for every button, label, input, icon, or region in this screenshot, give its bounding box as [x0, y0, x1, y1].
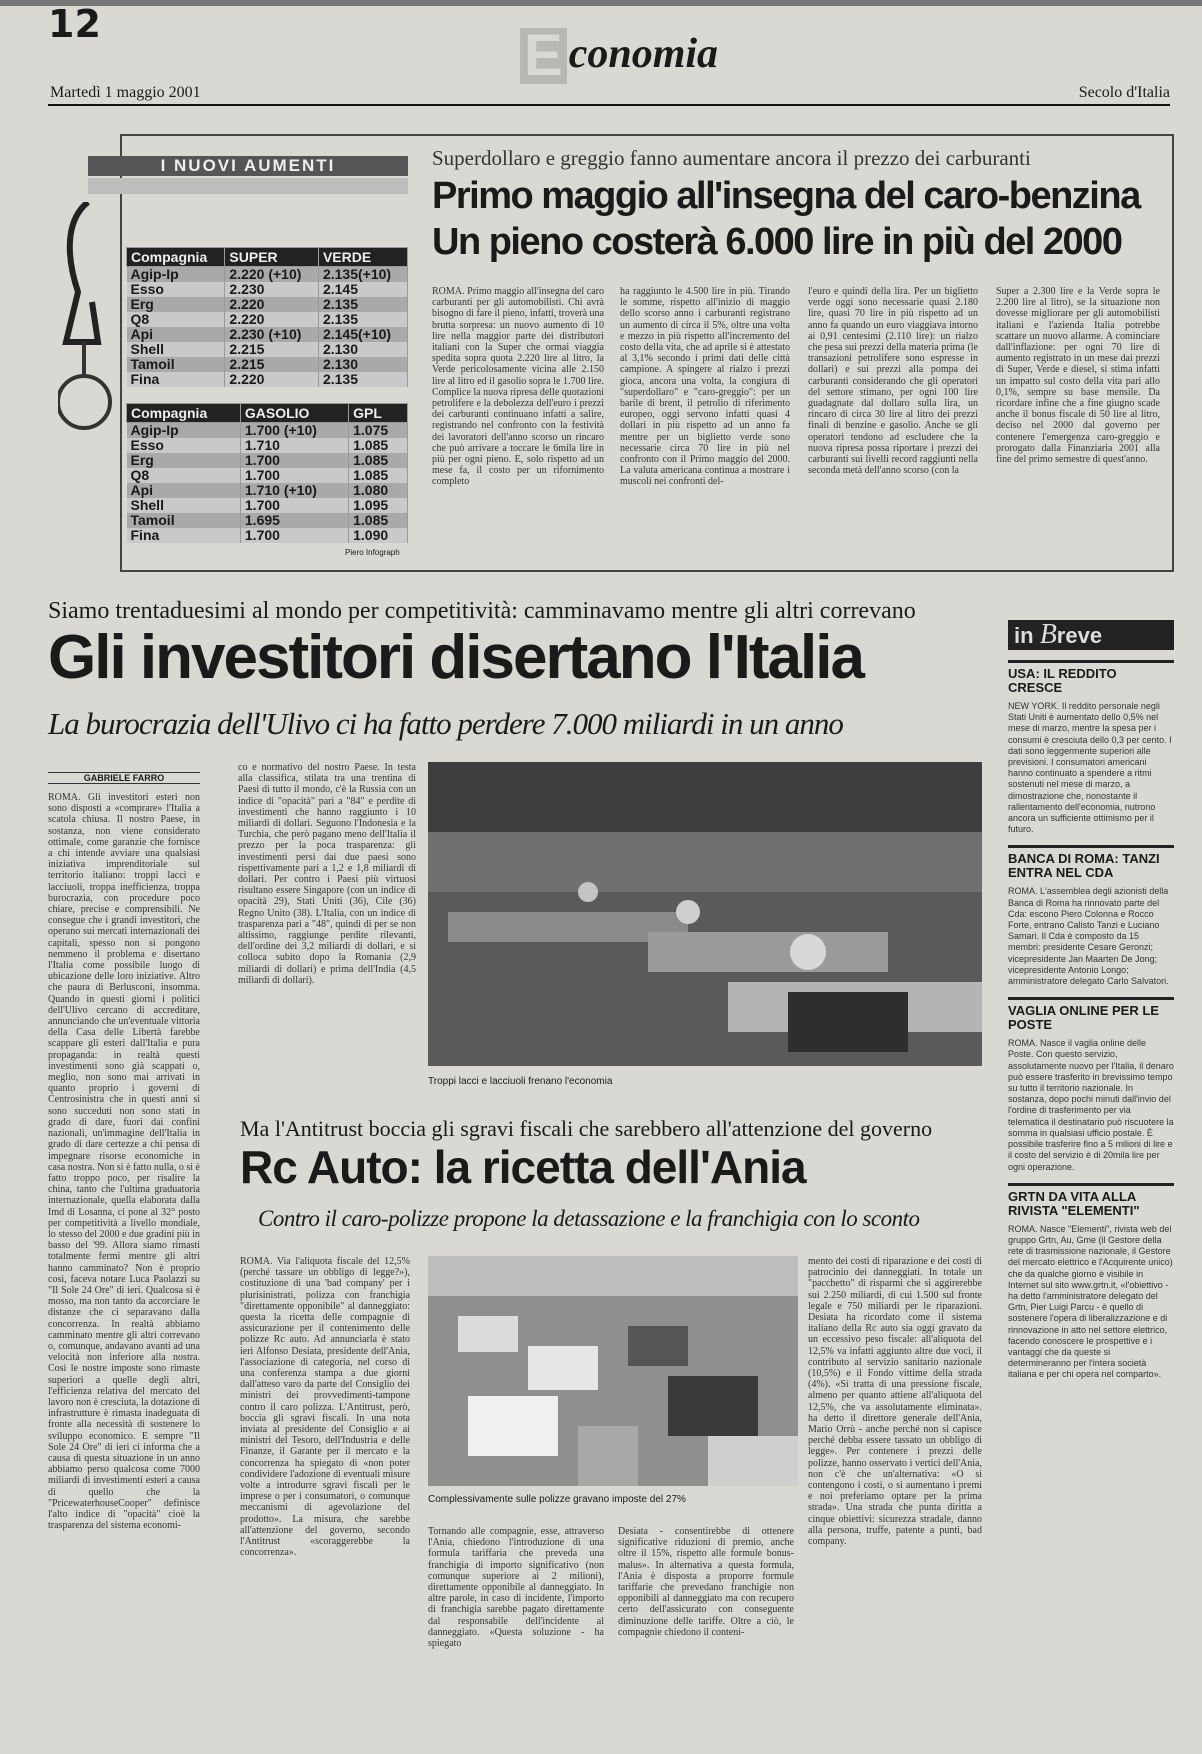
- brief-text: ROMA. L'assemblea degli azionisti della Banca di Roma ha rinnovato parte del Cda: escono Piero Colonna e Rocco Forte, entrano Calisto Tanzi e Luciano Samari. Il Cda è composto da 15 membri: presidente Cesare Geronzi; vicepresidente Jan Maarten De Jong; vicepresidente Antonio Longo; amministratore delegato Carlo Salvatori.: [1008, 886, 1169, 987]
- factory-photo-caption: Troppi lacci e lacciuoli frenano l'economia: [428, 1076, 613, 1087]
- rcauto-column-4: mento dei costi di riparazione e dei costi di patrocinio dei danneggiati. In totale un "pacchetto" di risparmi che si aggirerebbe sui 2.250 miliardi, di cui 1.500 sul fronte legale e 750 miliardi per le riparazioni. Desiata ha ricordato come il sistema italiano della Rc auto sia oggi gravato da un eccessivo peso fiscale: all'aliquota del 12,5% va infatti aggiunto altre due voci, il contributo al servizio sanitario nazionale (10,5%) e il Fondo vittime della strada (4%). «Si tratta di una pressione fiscale, almeno per quanto attiene all'aliquota del 12,5%, che va assolutamente eliminata». ha detto il direttore generale dell'Ania, Mario Orrù - anche perché non si capisce perché debba essere tassato un obbligo di legge». Per contenere i prezzi delle polizze, hanno osservato i vertici dell'Ania, non c'è che un'alternativa: «O si contengono i costi, o si aumentano i premi e noi preferiamo optare per la prima strada». Una strada che punta diritta a cinque obiettivi: sicurezza stradale, danno alla persona, truffe, patente a punti, bad company.: [808, 1256, 982, 1548]
- table-header-row: [127, 404, 408, 423]
- section-initial: E: [520, 28, 567, 84]
- traffic-photo-caption: Complessivamente sulle polizze gravano imposte del 27%: [428, 1494, 686, 1505]
- table-header-cell: VERDE: [318, 248, 407, 267]
- brief-text: ROMA. Nasce "Elementi", rivista web del gruppo Grtn, Au, Gme (il Gestore della rete di trasmissione nazionale, il Gestore del mercato elettrico e l'Acquirente unico) che da qualche giorno è visibile in Internet sul sito www.grtn.it, «l'obiettivo - ha detto l'amministratore delegato del Grtn, Pier Luigi Parcu - è quello di sostenere l'opera di liberalizzazione e di rinnovazione in atto nel settore elettrico, facendo conoscere le prospettive e i vantaggi che da queste si determineranno per l'intera società italiana e per chi opera nel comparto».: [1008, 1223, 1173, 1380]
- invest-headline: Gli investitori disertano l'Italia: [48, 623, 863, 692]
- table-cell: 1.085: [349, 468, 408, 483]
- fuel-column-4: Super a 2.300 lire e la Verde sopra le 2.200 lire al litro), se la situazione non dovesse migliorare per gli automobilisti italiani e l'azienda Italia potrebbe scattare un nuovo allarme. A cominciare dall'inflazione: per ogni 70 lire di aumento registrato in un mese dai prezzi di Super, Verde e diesel, si stima infatti un impatto sul costo della vita pari allo 0,1%, sempre su base mensile. Da ricordare infine che a fine giugno scade anche il bonus fiscale di 50 lire al litro, deciso nel 2000 dal governo per contenere l'emergenza caro-greggio e prorogato dalla Finanziaria 2001 alla fine del primo semestre di quest'anno.: [996, 286, 1160, 466]
- table-cell: 1.700: [240, 498, 348, 513]
- table-cell: Tamoil: [127, 513, 241, 528]
- brief-text: NEW YORK. Il reddito personale negli Stati Uniti è aumentato dello 0,5% nel mese di marzo, mentre la spesa per i consumi è cresciuta dello 0,3 per cento. I dati sono leggermente superiori alle previsioni. I consumatori americani hanno continuato a spendere a ritmi sostenuti nel mese di marzo, a dimostrazione che, nonostante il rallentamento dell'economia, nutrono ancora un sufficiente ottimismo per il futuro.: [1008, 701, 1172, 835]
- fuel-headline: [432, 173, 1140, 265]
- graphic-credit: Piero Infograph: [345, 548, 400, 557]
- table-cell: Tamoil: [127, 357, 225, 372]
- table-cell: 1.085: [349, 453, 408, 468]
- table-row: [127, 483, 408, 498]
- invest-subhead: La burocrazia dell'Ulivo ci ha fatto perdere 7.000 miliardi in un anno: [48, 706, 843, 741]
- fuel-column-3: l'euro e quindi della lira. Per un biglietto verde oggi sono necessarie quasi 2.180 lire, quasi 70 lire in più rispetto ad un anno fa quando un euro viaggiava intorno ai 0,91 centesimi (2.110 lire): un rialzo che pesa sui prezzi della materia prima (le transazioni petrolifere sono espresse in dollari) e sui prezzi alla pompa dei carburanti considerando che gli operatori del settore stimano, per ogni 100 lire guadagnate dal dollaro sulla lira, un rincaro di circa 30 lire al litro dei prezzi finali di benzine e gasolio. Anche se gli operatori tendono ad escludere che la nuova ripresa possa riportare i prezzi dei carburanti sui livelli record raggiunti nella seconda metà dell'anno scorso (con la: [808, 286, 978, 477]
- table-header-cell: GPL: [349, 404, 408, 423]
- dateline: Martedì 1 maggio 2001: [50, 84, 201, 101]
- table-cell: 2.220: [225, 297, 319, 312]
- table-row: [127, 267, 408, 283]
- in-breve-title-in: in: [1014, 623, 1034, 648]
- table-header-cell: Compagnia: [127, 248, 225, 267]
- table-cell: 2.135: [318, 372, 407, 387]
- section-title: [520, 23, 719, 88]
- price-table-petrol: [126, 247, 408, 387]
- table-cell: Q8: [127, 468, 241, 483]
- factory-photo-image: [428, 762, 982, 1066]
- table-row: [127, 528, 408, 543]
- table-row: [127, 372, 408, 387]
- table-cell: 2.145: [318, 282, 407, 297]
- table-cell: 2.130: [318, 357, 407, 372]
- section-rest: conomia: [568, 31, 719, 77]
- table-cell: 2.145(+10): [318, 327, 407, 342]
- table-row: [127, 357, 408, 372]
- table-cell: Api: [127, 327, 225, 342]
- in-breve-sidebar: [1008, 620, 1174, 1381]
- table-cell: Api: [127, 483, 241, 498]
- table-header-cell: Compagnia: [127, 404, 241, 423]
- invest-column-1: ROMA. Gli investitori esteri non sono disposti a «comprare» l'Italia a scatola chiusa. Il nostro Paese, in sostanza, non viene considerato ottimale, come garanzie che fornisce a chi intende avviare una qualsiasi iniziativa imprenditoriale sul territorio italiano: troppi lacci e lacciuoli, troppa inefficienza, troppa burocrazia, con procedure poco chiare, precise e comprensibili. Ne consegue che i grandi investitori, che operano sui mercati internazionali dei capitali, spesso non si pongono nemmeno il problema e disertano l'Italia come possibile luogo di ubicazione delle loro iniziative. Altro che paura di Berlusconi, insomma. Quando in questi giorni i politici dell'Ulivo cercano di accreditare, annunciando che un'eventuale vittoria della Casa delle Libertà farebbe scappare gli esteri dall'Italia e pura propaganda: in realtà questi investimenti sono già scappati o, meglio, non sono mai arrivati in quanto proprio i governi di Centrosinistra che in questi anni si sono succeduti non sono stati in grado di dare, fuori dai confini nazionali, un'immagine dell'Italia in grado di dare certezze a chi pensa di impegnare risorse economiche in casa nostra. Non si è fatto nulla, o si è fatto troppo poco, per risalire la china, tanto che l'ultima graduatoria internazionale, quella elaborata dalla Imd di Losanna, ci pone al 32° posto per competitività a livello mondiale, lo stesso del 2000 e due gradini più in basso del '99. Allora siamo rimasti totalmente fermi mentre gli altri hanno camminato? Non è proprio così, faceva notare Luca Paolazzi su "Il Sole 24 Ore" di ieri. Qualcosa si è mosso, ma non tanto da accorciare le distanze che ci separavano dalla concorrenza. In realtà abbiamo camminato mentre gli altri correvano o, comunque, andavano avanti ad una velocità non inferiore alla nostra. Così le nostre imposte sono rimaste superiori a quelle degli altri, l'efficienza relativa del mercato del lavoro non è cresciuta, la dotazione di infrastrutture è rimasta inadeguata di fronte alla necessità di sostenere lo sviluppo economico. E sempre "Il Sole 24 Ore" di ieri ci informa che a causa di questa situazione in un anno abbiamo perso qualcosa come 7000 miliardi di investimenti esteri a causa di quello che la "PricewaterhouseCooper" definisce l'alto indice di "opacità" cioè la trasparenza del sistema economi-: [48, 792, 200, 1532]
- table-cell: 2.130: [318, 342, 407, 357]
- invest-kicker: Siamo trentaduesimi al mondo per competitività: camminavamo mentre gli altri correvano: [48, 598, 916, 624]
- table-cell: Shell: [127, 498, 241, 513]
- table-row: [127, 282, 408, 297]
- top-rule: [0, 0, 1202, 6]
- table-cell: Fina: [127, 372, 225, 387]
- table-cell: 1.700: [240, 528, 348, 543]
- table-cell: Esso: [127, 438, 241, 453]
- table-row: [127, 423, 408, 439]
- table-cell: 2.220: [225, 312, 319, 327]
- table-cell: 1.080: [349, 483, 408, 498]
- brief-headline: VAGLIA ONLINE PER LE POSTE: [1008, 997, 1174, 1032]
- table-cell: 2.230 (+10): [225, 327, 319, 342]
- fuel-column-2: ha raggiunto le 4.500 lire in più. Tirando le somme, rispetto all'inizio di maggio dello scorso anno i carburanti registrano un aumento di circa il 5%, oltre una volta e mezzo in più rispetto all'incremento del costo della vita, che ad aprile si è attestato al 3,1% secondo i primi dati delle città campione. A spingere al rialzo i prezzi gioca, ancora una volta, la congiura di "superdollaro" e "caro-greggio": per un barile di brent, il petrolio di riferimento europeo, oggi servono infatti quasi 4 dollari in più rispetto ad un anno fa mentre per un biglietto verde sono necessarie circa 70 lire in più nel confronto con il Primo maggio del 2000. La valuta americana continua a mostrare i muscoli nei confronti del-: [620, 286, 790, 488]
- byline: GABRIELE FARRO: [48, 772, 200, 784]
- table-cell: 2.215: [225, 342, 319, 357]
- table-row: [127, 327, 408, 342]
- in-breve-title-initial: B: [1039, 619, 1057, 650]
- brief-headline: GRTN DA VITA ALLA RIVISTA "ELEMENTI": [1008, 1183, 1174, 1218]
- invest-column-2: co e normativo del nostro Paese. In testa alla classifica, stilata tra una trentina di Paesi di tutto il mondo, c'è la Russia con un indice di "opacità" pari a "84" e perdite di investimenti che hanno raggiunto i 10 miliardi di dollari. Seguono l'Indonesia e la Turchia, che però pagano meno dell'Italia il prezzo per la poca trasparenza: gli investimenti persi dai due paesi sono rispettivamente pari a 1,2 e 1,8 miliardi di dollari. Per contro i Paesi più virtuosi risultano essere Singapore (con un indice di opacità 29), Stati Uniti (36), Cile (36) Regno Unito (38). L'Italia, con un indice di trasparenza pari a "48", quindi di per se non altissimo, raggiunge perdite rilevanti, dell'ordine dei 3,2 miliardi di dollari, e si colloca subito dopo la Romania (2,9 miliardi di dollari) e prima dell'India (4,5 miliardi di dollari).: [238, 762, 416, 986]
- traffic-photo-image: [428, 1256, 798, 1486]
- fuel-column-1: ROMA. Primo maggio all'insegna del caro carburanti per gli automobilisti. Chi avrà bisogno di fare il pieno, infatti, troverà una brutta sorpresa: un nuovo aumento di 10 lire nella maggior parte dei distributori italiani con la Super che ormai viaggia spedita sopra quota 2.220 lire al litro, la Verde pericolosamente vicina alle 2.150 lire al litro ed il gasolio sopra le 1.700 lire. Complice la nuova ripresa delle quotazioni petrolifere e la debolezza dell'euro i prezzi dei carburanti continuano infatti a salire, registrando nel confronto con la festività dei lavoratori dell'anno scorso un rincaro che può arrivare a toccare le 6mila lire in più per ogni pieno. E, solo rispetto ad un mese fa, il costo per un rifornimento completo: [432, 286, 604, 488]
- table-cell: 2.230: [225, 282, 319, 297]
- table-row: [127, 342, 408, 357]
- table-row: [127, 297, 408, 312]
- table-cell: 2.220: [225, 372, 319, 387]
- table-cell: 1.075: [349, 423, 408, 439]
- in-breve-title: [1008, 620, 1174, 650]
- table-cell: 1.700: [240, 453, 348, 468]
- fuel-headline-line2: Un pieno costerà 6.000 lire in più del 2000: [432, 221, 1122, 263]
- table-row: [127, 312, 408, 327]
- table-cell: Esso: [127, 282, 225, 297]
- table-cell: 1.085: [349, 438, 408, 453]
- table-cell: Q8: [127, 312, 225, 327]
- table-cell: 2.215: [225, 357, 319, 372]
- price-table-diesel-gpl: [126, 403, 408, 543]
- masthead: Secolo d'Italia: [1078, 84, 1170, 101]
- fuel-kicker: Superdollaro e greggio fanno aumentare ancora il prezzo dei carburanti: [432, 146, 1031, 170]
- noose-illustration: [58, 202, 118, 452]
- table-cell: Agip-Ip: [127, 423, 241, 439]
- table-row: [127, 453, 408, 468]
- table-cell: Shell: [127, 342, 225, 357]
- table-cell: 1.700: [240, 468, 348, 483]
- brief-text: ROMA. Nasce il vaglia online delle Poste. Con questo servizio, assolutamente nuovo per l'Italia, il denaro può essere trasferito in brevissimo tempo su tutto il territorio nazionale. In sostanza, dopo pochi minuti dall'invio del l'ordine di trasferimento per via telematica il destinatario può riscuotere la somma in qualsiasi ufficio postale. È possibile trasferire fino a 5 milioni di lire e il costo del servizio è di 20mila lire per ogni operazione.: [1008, 1038, 1174, 1172]
- table-cell: 2.135: [318, 297, 407, 312]
- traffic-photo: [428, 1256, 798, 1486]
- table-cell: 1.710 (+10): [240, 483, 348, 498]
- rcauto-kicker: Ma l'Antitrust boccia gli sgravi fiscali che sarebbero all'attenzione del governo: [240, 1116, 933, 1141]
- table-header-cell: GASOLIO: [240, 404, 348, 423]
- table-cell: 1.710: [240, 438, 348, 453]
- table-cell: 1.095: [349, 498, 408, 513]
- table-cell: 1.085: [349, 513, 408, 528]
- rcauto-column-1: ROMA. Via l'aliquota fiscale del 12,5% (perché tassare un obbligo di legge?»), costituzione di una 'bad company' per i plurisinistrati, polizza con franchigia "direttamente opponibile" al danneggiato: questa la ricetta delle compagnie di assicurazione per il contenimento delle polizze Rc auto. Ad annunciarla è stato ieri Alfonso Desiata, presidente dell'Ania, l'associazione di categoria, nel corso di una conferenza stampa a due giorni dall'atteso varo da parte del Consiglio dei ministri dei provvedimenti-tampone contro il caro polizza. L'Antitrust, però, boccia gli sgravi fiscali. In una nota inviata al presidente del Consiglio e ai ministri del Tesoro, dell'Industria e delle Finanze, il Garante per il mercato e la concorrenza ha spiegato di «non poter condividere l'adozione di eventuali misure volte a introdurre sgravi fiscali per le imprese o per i consumatori, o comunque meccanismi di agevolazione del prodotto». La misura, che sarebbe all'attenzione del governo, secondo l'Antitrust «scoraggerebbe la concorrenza».: [240, 1256, 410, 1559]
- table-cell: Erg: [127, 297, 225, 312]
- factory-photo: [428, 762, 982, 1066]
- rcauto-headline: Rc Auto: la ricetta dell'Ania: [240, 1141, 806, 1193]
- table-cell: 1.700 (+10): [240, 423, 348, 439]
- table-row: [127, 513, 408, 528]
- page-number: 12: [48, 2, 101, 46]
- table-cell: 2.135(+10): [318, 267, 407, 283]
- rcauto-subhead: Contro il caro-polizze propone la detassazione e la franchigia con lo sconto: [258, 1206, 920, 1231]
- table-cell: 2.135: [318, 312, 407, 327]
- table-cell: Fina: [127, 528, 241, 543]
- table-cell: 1.695: [240, 513, 348, 528]
- table-cell: Agip-Ip: [127, 267, 225, 283]
- fuel-table-strip: [88, 178, 408, 194]
- brief-headline: USA: IL REDDITO CRESCE: [1008, 660, 1174, 695]
- fuel-headline-line1: Primo maggio all'insegna del caro-benzina: [432, 175, 1140, 217]
- brief-headline: BANCA DI ROMA: TANZI ENTRA NEL CDA: [1008, 845, 1174, 880]
- fuel-table-title: I NUOVI AUMENTI: [88, 156, 408, 176]
- rcauto-column-2: Tornando alle compagnie, esse, attraverso l'Ania, chiedono l'introduzione di una formula tariffaria che preveda una franchigia di importo significativo (non comunque superiore ai 2 milioni), direttamente opponibile al danneggiato. In altre parole, in caso di incidente, l'importo di franchigia sarebbe pagato direttamente dal responsabile dell'incidente al danneggiato. «Questa soluzione - ha spiegato: [428, 1526, 604, 1650]
- table-row: [127, 438, 408, 453]
- table-header-row: [127, 248, 408, 267]
- table-row: [127, 468, 408, 483]
- table-cell: 1.090: [349, 528, 408, 543]
- in-breve-title-rest: reve: [1056, 623, 1103, 648]
- table-row: [127, 498, 408, 513]
- header-rule: [48, 104, 1170, 106]
- table-header-cell: SUPER: [225, 248, 319, 267]
- table-cell: Erg: [127, 453, 241, 468]
- rcauto-column-3: Desiata - consentirebbe di ottenere significative riduzioni di premio, anche oltre il 15%, rispetto alle formule bonus-malus». In alternativa a questa formula, l'Ania è disposta a proporre formule tariffarie che prevedano franchigie non opponibili al danneggiato ma con recupero certo dell'assicurato con conseguente diminuzione delle tariffe. Oltre a ciò, le compagnie chiedono il conteni-: [618, 1526, 794, 1638]
- table-cell: 2.220 (+10): [225, 267, 319, 283]
